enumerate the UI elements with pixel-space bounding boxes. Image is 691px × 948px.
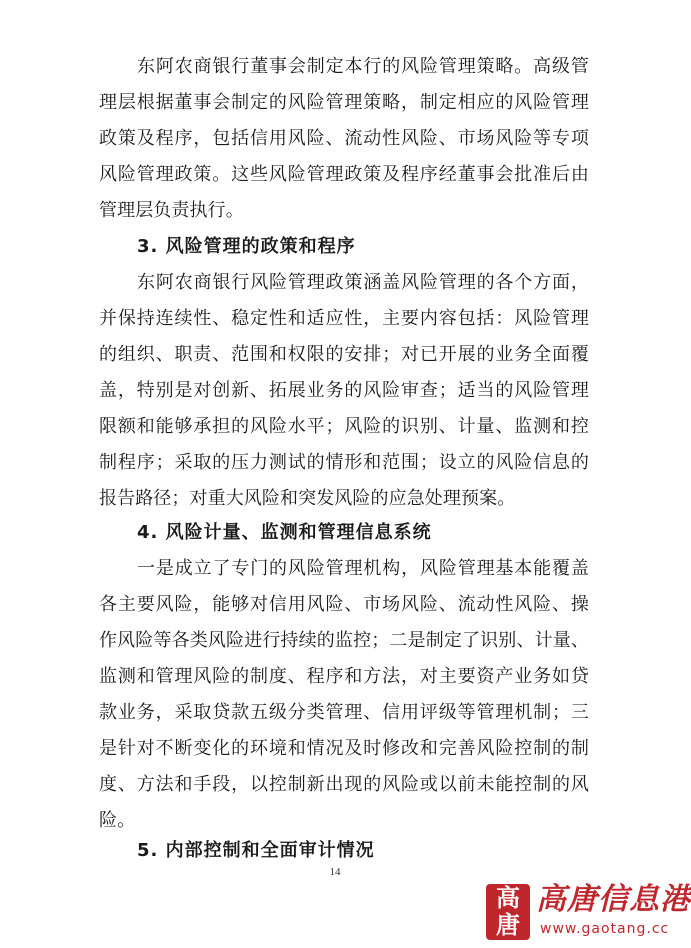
- logo-char: 唐: [496, 911, 520, 939]
- section-heading-5: 5. 内部控制和全面审计情况: [137, 840, 375, 861]
- text-line: 东阿农商银行风险管理政策涵盖风险管理的各个方面，: [137, 272, 589, 293]
- text-line: 款业务，采取贷款五级分类管理、信用评级等管理机制；三: [99, 702, 589, 723]
- text-line: 作风险等各类风险进行持续的监控；二是制定了识别、计量、: [99, 630, 589, 651]
- page-number: 14: [329, 866, 341, 878]
- text-line: 盖，特别是对创新、拓展业务的风险审查；适当的风险管理: [99, 380, 589, 401]
- logo-badge: [486, 884, 530, 940]
- text-line: 东阿农商银行董事会制定本行的风险管理策略。高级管: [137, 56, 589, 77]
- text-line: 政策及程序，包括信用风险、流动性风险、市场风险等专项: [99, 128, 589, 149]
- text-line: 度、方法和手段，以控制新出现的风险或以前未能控制的风: [99, 774, 589, 795]
- brand-url: www.gaotang.cc: [540, 921, 670, 937]
- text-line: 限额和能够承担的风险水平；风险的识别、计量、监测和控: [99, 416, 589, 437]
- text-line: 险。: [99, 810, 136, 831]
- text-line: 各主要风险，能够对信用风险、市场风险、流动性风险、操: [99, 594, 589, 615]
- text-line: 报告路径；对重大风险和突发风险的应急处理预案。: [99, 488, 516, 509]
- section-heading-4: 4. 风险计量、监测和管理信息系统: [137, 522, 432, 543]
- brand-name: 高唐信息港: [536, 882, 691, 917]
- text-line: 风险管理政策。这些风险管理政策及程序经董事会批准后由: [99, 164, 589, 185]
- text-line: 并保持连续性、稳定性和适应性，主要内容包括：风险管理: [99, 308, 589, 329]
- watermark-logo: [482, 880, 691, 948]
- text-line: 制程序；采取的压力测试的情形和范围；设立的风险信息的: [99, 452, 589, 473]
- text-line: 理层根据董事会制定的风险管理策略，制定相应的风险管理: [99, 92, 589, 113]
- text-line: 管理层负责执行。: [99, 200, 244, 221]
- logo-char: 高: [496, 884, 520, 912]
- text-line: 是针对不断变化的环境和情况及时修改和完善风险控制的制: [99, 738, 589, 759]
- section-heading-3: 3. 风险管理的政策和程序: [137, 236, 356, 257]
- text-line: 监测和管理风险的制度、程序和方法，对主要资产业务如贷: [99, 666, 589, 687]
- text-line: 一是成立了专门的风险管理机构，风险管理基本能覆盖: [137, 558, 589, 579]
- text-line: 的组织、职责、范围和权限的安排；对已开展的业务全面覆: [99, 344, 589, 365]
